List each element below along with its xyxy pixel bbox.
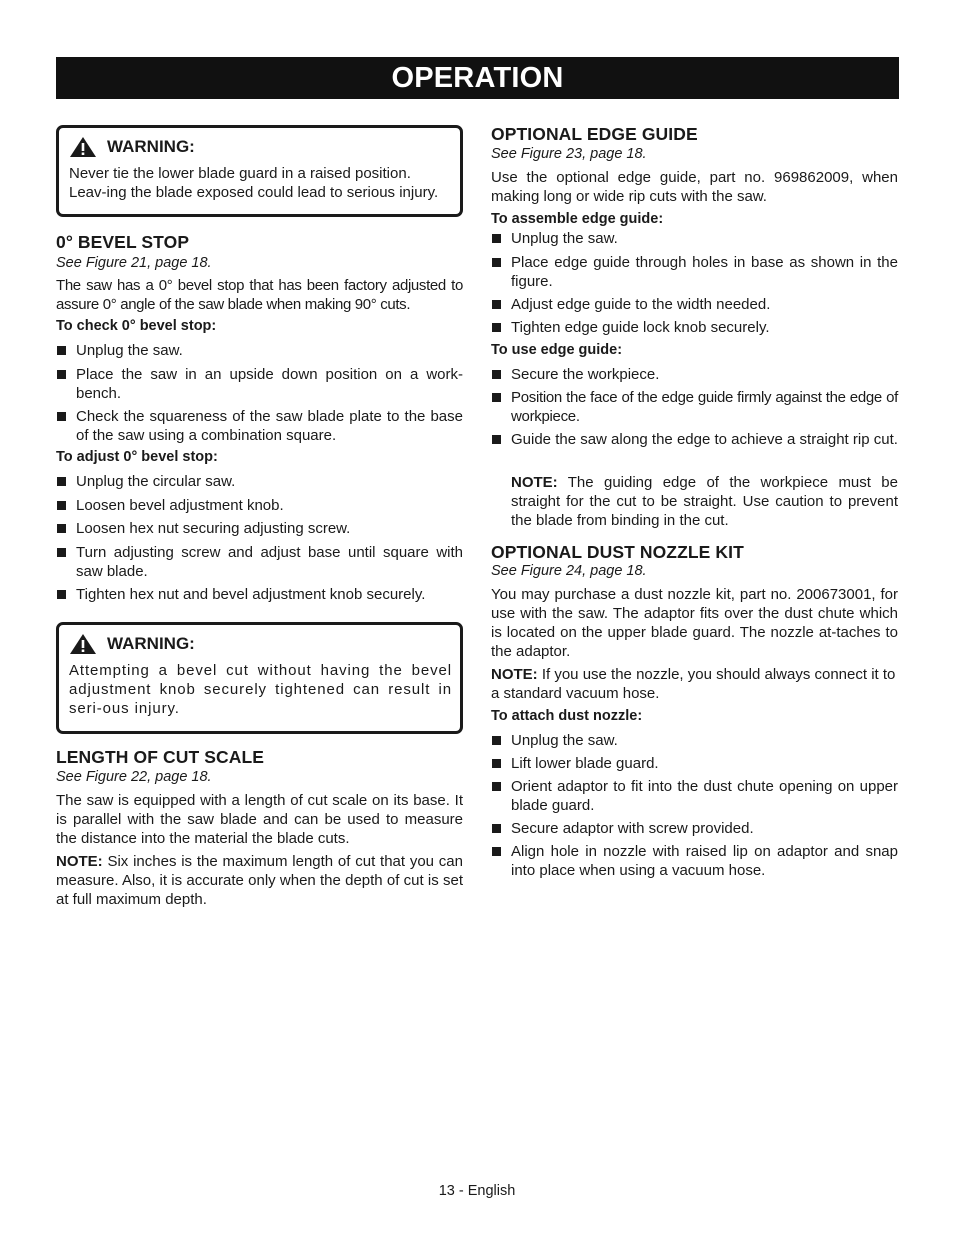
page-footer: 13 - English [438, 1183, 516, 1199]
section-heading-bevel-stop: 0° BEVEL STOP [56, 232, 190, 252]
section-heading-length-of-cut: LENGTH OF CUT SCALE [56, 747, 265, 767]
list-item: Unplug the saw. [491, 229, 898, 248]
figure-reference: See Figure 22, page 18. [56, 769, 212, 785]
warning-label: WARNING: [107, 137, 195, 156]
edge-note-paragraph [511, 473, 898, 530]
list-item: Guide the saw along the edge to achieve a straight rip cut. [491, 430, 898, 449]
bevel-intro-paragraph: The saw has a 0° bevel stop that has been factory adjusted to assure 0° angle of the saw blade when making 90° cuts. [56, 277, 463, 313]
attach-nozzle-label: To attach dust nozzle: [491, 708, 643, 724]
note-text: The guiding edge of the workpiece must be straight for the cut to be straight. Use caution to prevent the blade from binding in the cut. [511, 474, 898, 529]
adjust-bevel-label: To adjust 0° bevel stop: [56, 449, 218, 465]
warning-box-bevel-cut [56, 622, 463, 734]
list-item: Check the squareness of the saw blade plate to the base of the saw using a combination square. [56, 407, 463, 445]
dust-note-paragraph [491, 665, 898, 703]
list-item: Tighten edge guide lock knob securely. [491, 318, 898, 337]
check-bevel-label: To check 0° bevel stop: [56, 318, 217, 334]
figure-reference: See Figure 21, page 18. [56, 255, 212, 271]
list-item: Loosen hex nut securing adjusting screw. [56, 519, 463, 538]
page-title: OPERATION [56, 57, 899, 99]
list-item: Lift lower blade guard. [491, 754, 898, 773]
list-item: Place the saw in an upside down position on a work-bench. [56, 365, 463, 403]
note-label: NOTE: [56, 853, 103, 870]
warning-label: WARNING: [107, 634, 195, 653]
list-item: Orient adaptor to fit into the dust chute opening on upper blade guard. [491, 777, 898, 815]
list-item: Loosen bevel adjustment knob. [56, 496, 463, 515]
warning-box-blade-guard [56, 125, 463, 217]
length-note-paragraph [56, 852, 463, 909]
warning-text: Attempting a bevel cut without having the bevel adjustment knob securely tightened can result in seri-ous injury. [69, 662, 452, 717]
list-item: Unplug the circular saw. [56, 472, 463, 491]
check-bevel-list [56, 341, 463, 445]
figure-reference: See Figure 23, page 18. [491, 146, 647, 162]
warning-header [69, 136, 452, 158]
use-edge-list [491, 365, 898, 449]
length-intro-paragraph: The saw is equipped with a length of cut scale on its base. It is parallel with the saw blade and can be used to measure the distance into the material the blade cuts. [56, 792, 463, 847]
warning-triangle-icon [69, 633, 97, 655]
list-item: Unplug the saw. [56, 341, 463, 360]
list-item: Unplug the saw. [491, 731, 898, 750]
list-item: Secure the workpiece. [491, 365, 898, 384]
dust-intro-paragraph: You may purchase a dust nozzle kit, part no. 200673001, for use with the saw. The adaptor fits over the dust chute which is located on the upper blade guard. The nozzle at-taches to the adaptor. [491, 586, 898, 660]
edge-intro-paragraph: Use the optional edge guide, part no. 969862009, when making long or wide rip cuts with the saw. [491, 169, 898, 205]
use-edge-label: To use edge guide: [491, 342, 623, 358]
list-item: Secure adaptor with screw provided. [491, 819, 898, 838]
assemble-edge-list [491, 229, 898, 337]
warning-text: Never tie the lower blade guard in a raised position. Leav-ing the blade exposed could lead to serious injury. [69, 165, 439, 201]
list-item: Align hole in nozzle with raised lip on adaptor and snap into place when using a vacuum hose. [491, 842, 898, 880]
warning-header [69, 633, 452, 655]
note-text: Six inches is the maximum length of cut that you can measure. Also, it is accurate only when the depth of cut is set at full maximum depth. [56, 853, 463, 908]
figure-reference: See Figure 24, page 18. [491, 563, 647, 579]
list-item: Position the face of the edge guide firmly against the edge of workpiece. [491, 388, 898, 426]
adjust-bevel-list [56, 472, 463, 604]
list-item: Tighten hex nut and bevel adjustment knob securely. [56, 585, 463, 604]
note-label: NOTE: [511, 474, 558, 491]
note-label: NOTE: [491, 666, 538, 683]
attach-nozzle-list [491, 731, 898, 880]
assemble-edge-label: To assemble edge guide: [491, 211, 664, 227]
section-heading-edge-guide: OPTIONAL EDGE GUIDE [491, 124, 698, 144]
section-heading-dust-nozzle: OPTIONAL DUST NOZZLE KIT [491, 542, 744, 562]
list-item: Place edge guide through holes in base as shown in the figure. [491, 253, 898, 291]
note-text: If you use the nozzle, you should always connect it to a standard vacuum hose. [491, 666, 896, 702]
list-item: Adjust edge guide to the width needed. [491, 295, 898, 314]
warning-triangle-icon [69, 136, 97, 158]
list-item: Turn adjusting screw and adjust base until square with saw blade. [56, 543, 463, 581]
